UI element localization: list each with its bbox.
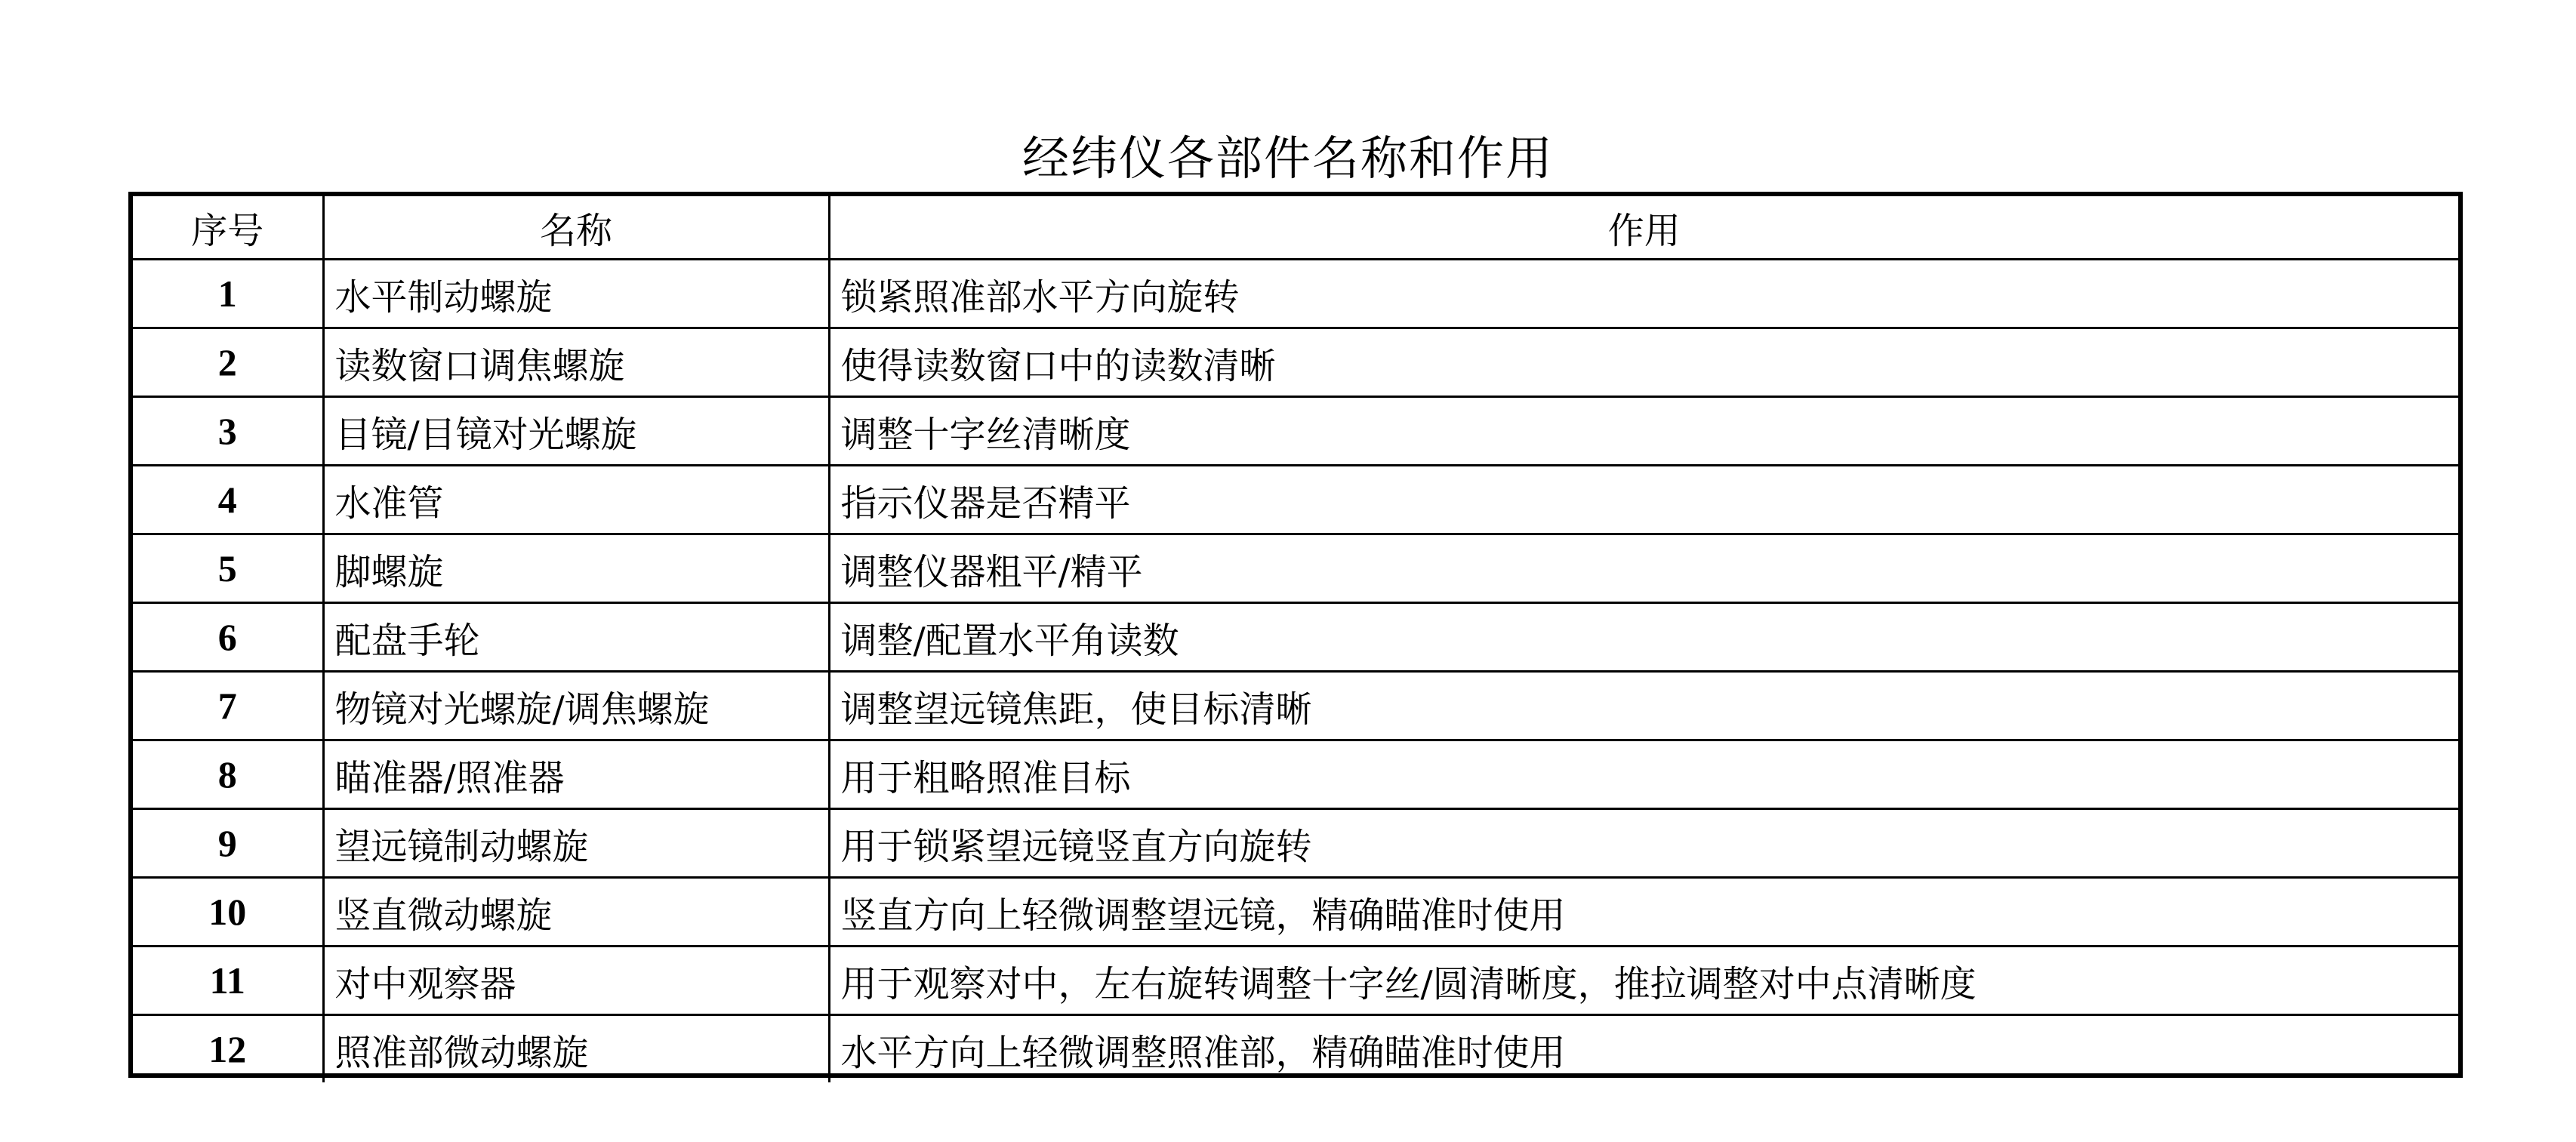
table-row bbox=[133, 809, 2458, 878]
row-name: 脚螺旋 bbox=[323, 534, 829, 603]
row-index: 5 bbox=[133, 534, 323, 603]
row-name: 对中观察器 bbox=[323, 947, 829, 1015]
row-function: 调整/配置水平角读数 bbox=[829, 603, 2458, 672]
table-row bbox=[133, 672, 2458, 740]
row-name: 目镜/目镜对光螺旋 bbox=[323, 397, 829, 466]
header-index: 序号 bbox=[133, 196, 323, 260]
row-function: 水平方向上轻微调整照准部，精确瞄准时使用 bbox=[829, 1015, 2458, 1083]
row-index: 9 bbox=[133, 809, 323, 878]
table-row bbox=[133, 740, 2458, 809]
row-name: 水准管 bbox=[323, 466, 829, 534]
row-name: 物镜对光螺旋/调焦螺旋 bbox=[323, 672, 829, 740]
row-index: 12 bbox=[133, 1015, 323, 1083]
row-function: 调整仪器粗平/精平 bbox=[829, 534, 2458, 603]
row-name: 水平制动螺旋 bbox=[323, 260, 829, 328]
row-name: 照准部微动螺旋 bbox=[323, 1015, 829, 1083]
table-row bbox=[133, 947, 2458, 1015]
table-row bbox=[133, 878, 2458, 947]
component-table bbox=[128, 192, 2463, 1078]
table-header-row bbox=[133, 196, 2458, 260]
row-index: 3 bbox=[133, 397, 323, 466]
row-function: 用于观察对中，左右旋转调整十字丝/圆清晰度，推拉调整对中点清晰度 bbox=[829, 947, 2458, 1015]
table-row bbox=[133, 534, 2458, 603]
row-index: 6 bbox=[133, 603, 323, 672]
row-index: 8 bbox=[133, 740, 323, 809]
row-index: 1 bbox=[133, 260, 323, 328]
row-function: 调整十字丝清晰度 bbox=[829, 397, 2458, 466]
row-index: 10 bbox=[133, 878, 323, 947]
row-name: 读数窗口调焦螺旋 bbox=[323, 328, 829, 397]
row-function: 用于粗略照准目标 bbox=[829, 740, 2458, 809]
table-row bbox=[133, 328, 2458, 397]
component-table-grid bbox=[133, 196, 2458, 1082]
row-name: 望远镜制动螺旋 bbox=[323, 809, 829, 878]
table-row bbox=[133, 466, 2458, 534]
row-function: 竖直方向上轻微调整望远镜，精确瞄准时使用 bbox=[829, 878, 2458, 947]
table-row bbox=[133, 1015, 2458, 1083]
row-name: 瞄准器/照准器 bbox=[323, 740, 829, 809]
header-function: 作用 bbox=[829, 196, 2458, 260]
row-function: 使得读数窗口中的读数清晰 bbox=[829, 328, 2458, 397]
row-name: 配盘手轮 bbox=[323, 603, 829, 672]
row-index: 2 bbox=[133, 328, 323, 397]
table-row bbox=[133, 260, 2458, 328]
table-title: 经纬仪各部件名称和作用 bbox=[1021, 131, 1554, 186]
table-row bbox=[133, 603, 2458, 672]
row-index: 11 bbox=[133, 947, 323, 1015]
row-name: 竖直微动螺旋 bbox=[323, 878, 829, 947]
row-function: 用于锁紧望远镜竖直方向旋转 bbox=[829, 809, 2458, 878]
header-name: 名称 bbox=[323, 196, 829, 260]
row-function: 锁紧照准部水平方向旋转 bbox=[829, 260, 2458, 328]
row-index: 4 bbox=[133, 466, 323, 534]
row-function: 调整望远镜焦距，使目标清晰 bbox=[829, 672, 2458, 740]
table-row bbox=[133, 397, 2458, 466]
row-index: 7 bbox=[133, 672, 323, 740]
row-function: 指示仪器是否精平 bbox=[829, 466, 2458, 534]
